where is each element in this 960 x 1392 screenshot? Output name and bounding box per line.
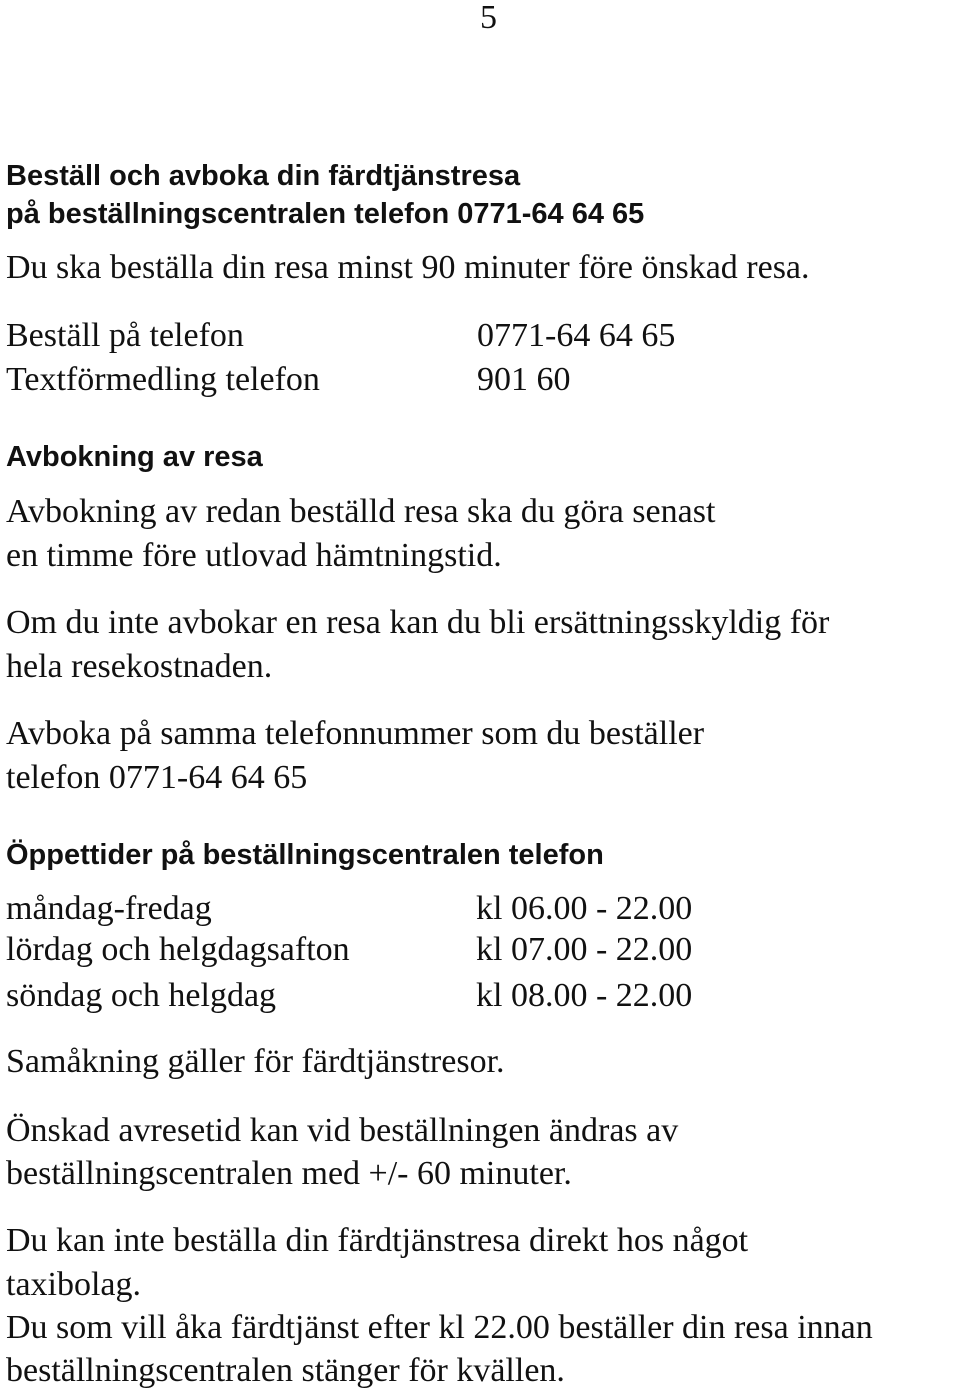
- cancellation-para-3-line-2: telefon 0771-64 64 65: [6, 759, 308, 796]
- hours-time: kl 07.00 - 22.00: [476, 931, 693, 968]
- intro-text: Du ska beställa din resa minst 90 minuter före önskad resa.: [6, 249, 810, 286]
- departure-time-line-2: beställningscentralen med +/- 60 minuter.: [6, 1155, 572, 1192]
- main-heading-line-1: Beställ och avboka din färdtjänstresa: [6, 160, 521, 192]
- cancellation-para-1-line-1: Avbokning av redan beställd resa ska du göra senast: [6, 493, 716, 530]
- page-number: 5: [480, 0, 497, 36]
- taxi-company-line-2: taxibolag.: [6, 1266, 142, 1303]
- contact-label: Beställ på telefon: [6, 317, 244, 354]
- hours-days: lördag och helgdagsafton: [6, 931, 350, 968]
- cancellation-para-2-line-1: Om du inte avbokar en resa kan du bli ersättningsskyldig för: [6, 604, 830, 641]
- cancellation-para-2-line-2: hela resekostnaden.: [6, 648, 273, 685]
- carpool-text: Samåkning gäller för färdtjänstresor.: [6, 1043, 505, 1080]
- evening-booking-line-1: Du som vill åka färdtjänst efter kl 22.00 beställer din resa innan: [6, 1309, 873, 1346]
- main-heading-line-2: på beställningscentralen telefon 0771-64 64 65: [6, 198, 645, 230]
- hours-days: söndag och helgdag: [6, 977, 277, 1014]
- evening-booking-line-2: beställningscentralen stänger för kvällen.: [6, 1352, 565, 1389]
- contact-value: 901 60: [477, 361, 571, 398]
- contact-value: 0771-64 64 65: [477, 317, 676, 354]
- departure-time-line-1: Önskad avresetid kan vid beställningen ändras av: [6, 1112, 679, 1149]
- contact-label: Textförmedling telefon: [6, 361, 320, 398]
- taxi-company-line-1: Du kan inte beställa din färdtjänstresa direkt hos något: [6, 1222, 749, 1259]
- hours-time: kl 06.00 - 22.00: [476, 890, 693, 927]
- cancellation-para-3-line-1: Avboka på samma telefonnummer som du beställer: [6, 715, 705, 752]
- cancellation-para-1-line-2: en timme före utlovad hämtningstid.: [6, 537, 502, 574]
- opening-hours-heading: Öppettider på beställningscentralen telefon: [6, 839, 604, 871]
- hours-time: kl 08.00 - 22.00: [476, 977, 693, 1014]
- hours-days: måndag-fredag: [6, 890, 212, 927]
- cancellation-heading: Avbokning av resa: [6, 441, 263, 473]
